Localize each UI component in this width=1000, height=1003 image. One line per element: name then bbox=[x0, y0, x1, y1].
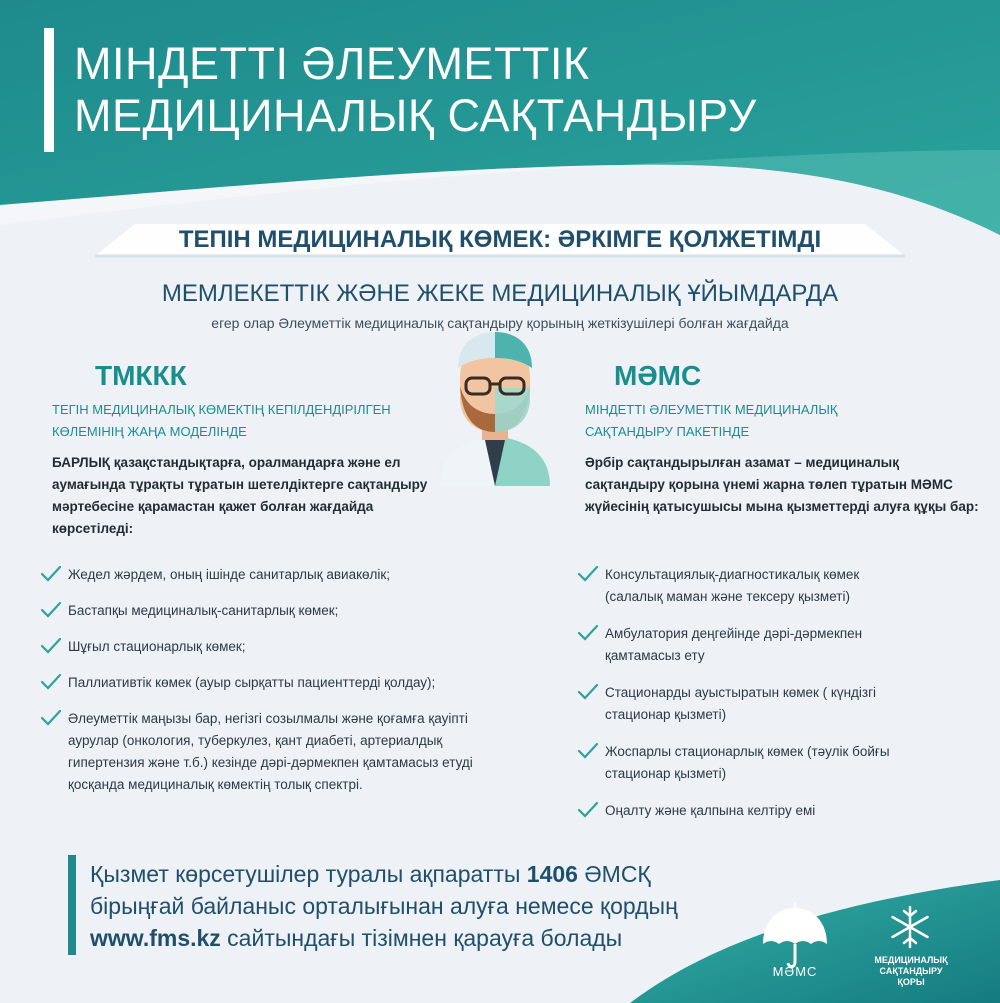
footer-info bbox=[90, 858, 678, 954]
right-subheading-line-1: МІНДЕТТІ ӘЛЕУМЕТТІК МЕДИЦИНАЛЫҚ bbox=[585, 402, 838, 417]
list-item-text: Консультациялық-диагностикалық көмек bbox=[605, 567, 860, 582]
right-subheading bbox=[585, 399, 837, 443]
list-item-text: Жедел жәрдем, оның ішінде санитарлық авиакөлік; bbox=[68, 567, 391, 582]
footer-accent-bar bbox=[68, 855, 76, 955]
fund-logo-line-2: САҚТАНДЫРУ bbox=[879, 966, 943, 976]
footer-text: Қызмет көрсетушілер туралы ақпаратты bbox=[90, 861, 527, 887]
section-subtitle: ТЕПІН МЕДИЦИНАЛЫҚ КӨМЕК: ӘРКІМГЕ ҚОЛЖЕТІМДІ bbox=[178, 226, 822, 253]
list-item bbox=[40, 600, 490, 622]
footer-line-2: бірыңғай байланыс орталығынан алуға немесе қордың bbox=[90, 893, 678, 919]
list-item-text: Бастапқы медициналық-санитарлық көмек; bbox=[68, 603, 339, 618]
page-title-line-2: МЕДИЦИНАЛЫҚ САҚТАНДЫРУ bbox=[74, 90, 757, 141]
right-intro-line-2: сақтандыру қорына үнемі жарна төлеп тұратын МӘМС bbox=[585, 477, 953, 492]
check-icon bbox=[40, 565, 62, 583]
left-heading: ТМККК bbox=[95, 360, 187, 391]
fund-logo-line-3: ҚОРЫ bbox=[897, 977, 925, 987]
footer-text: сайтындағы тізімнен қарауға болады bbox=[220, 925, 623, 951]
right-list bbox=[577, 564, 977, 822]
list-item-text: Стационарды ауыстыратын көмек ( күндізгі bbox=[605, 685, 877, 700]
list-item-text: стационар қызметі) bbox=[605, 766, 727, 781]
mams-logo-label: МӘМС bbox=[772, 964, 818, 979]
list-item-text: Жоспарлы стационарлық көмек (тәулік бойғы bbox=[605, 744, 890, 759]
fund-logo-line-1: МЕДИЦИНАЛЫҚ bbox=[874, 955, 948, 965]
right-subheading-line-2: САҚТАНДЫРУ ПАКЕТІНДЕ bbox=[585, 424, 750, 439]
check-icon bbox=[577, 683, 599, 701]
left-intro bbox=[52, 452, 427, 540]
doctor-illustration bbox=[430, 328, 560, 486]
list-item bbox=[40, 636, 490, 658]
check-icon bbox=[40, 673, 62, 691]
footer-line-1 bbox=[90, 858, 678, 890]
website-link[interactable]: www.fms.kz bbox=[90, 925, 221, 951]
list-item bbox=[577, 800, 977, 822]
list-item bbox=[577, 564, 977, 608]
fund-logo-label bbox=[858, 955, 964, 988]
right-intro-line-3: жүйесінің қатысушысы мына қызметтерді алуға құқы бар: bbox=[585, 499, 979, 514]
list-item-text: қосқанда медициналық көмектің толық спектрі. bbox=[68, 777, 363, 792]
footer-text: ӘМСҚ bbox=[577, 861, 651, 887]
left-list bbox=[40, 564, 490, 796]
page-title-line-1: МІНДЕТТІ ӘЛЕУМЕТТІК bbox=[74, 38, 590, 89]
check-icon bbox=[577, 742, 599, 760]
left-intro-line-4: көрсетіледі: bbox=[52, 521, 134, 536]
check-icon bbox=[40, 637, 62, 655]
list-item-text: гипертензия және т.б.) кезінде дәрі-дәрмекпен қамтамасыз етуді bbox=[68, 755, 473, 770]
list-item-text: Әлеуметтік маңызы бар, негізгі созылмалы және қоғамға қауіпті bbox=[68, 711, 468, 726]
list-item bbox=[40, 564, 490, 586]
list-item-text: Шұғыл стационарлық көмек; bbox=[68, 639, 246, 654]
right-intro bbox=[585, 452, 979, 518]
organizations-note: егер олар Әлеуметтік медициналық сақтандыру қорының жеткізушілері болған жағдайда bbox=[211, 315, 789, 331]
page-title bbox=[74, 38, 757, 142]
list-item bbox=[577, 682, 977, 726]
list-item-text: стационар қызметі) bbox=[605, 707, 727, 722]
footer-line-3 bbox=[90, 922, 678, 954]
snowflake-logo-icon bbox=[880, 902, 940, 952]
left-intro-line-1: БАРЛЫҚ қазақстандықтарға, оралмандарға және ел bbox=[52, 455, 401, 470]
check-icon bbox=[577, 801, 599, 819]
hotline-number: 1406 bbox=[526, 861, 578, 887]
list-item-text: Паллиативтік көмек (ауыр сырқатты пациенттерді қолдау); bbox=[68, 675, 436, 690]
check-icon bbox=[40, 601, 62, 619]
organizations-heading: МЕМЛЕКЕТТІК ЖӘНЕ ЖЕКЕ МЕДИЦИНАЛЫҚ ҰЙЫМДАРДА bbox=[161, 280, 839, 307]
list-item bbox=[40, 672, 490, 694]
check-icon bbox=[577, 565, 599, 583]
check-icon bbox=[40, 709, 62, 727]
list-item-text: қамтамасыз ету bbox=[605, 648, 705, 663]
left-subheading bbox=[52, 399, 391, 443]
list-item bbox=[40, 708, 490, 796]
list-item-text: Оңалту және қалпына келтіру емі bbox=[605, 803, 816, 818]
list-item bbox=[577, 741, 977, 785]
left-intro-line-3: мәртебесіне қарамастан қажет болған жағдайда bbox=[52, 499, 374, 514]
right-heading: МӘМС bbox=[614, 360, 702, 391]
check-icon bbox=[577, 624, 599, 642]
left-subheading-line-2: КӨЛЕМІНІҢ ЖАҢА МОДЕЛІНДЕ bbox=[52, 424, 247, 439]
list-item-text: Амбулатория деңгейінде дәрі-дәрмекпен bbox=[605, 626, 863, 641]
list-item bbox=[577, 623, 977, 667]
right-intro-line-1: Әрбір сақтандырылған азамат – медициналық bbox=[585, 455, 899, 470]
left-intro-line-2: аумағында тұрақты тұратын шетелдіктерге сақтандыру bbox=[52, 477, 428, 492]
title-accent-bar bbox=[44, 28, 54, 152]
left-subheading-line-1: ТЕГІН МЕДИЦИНАЛЫҚ КӨМЕКТІҢ КЕПІЛДЕНДІРІЛГЕН bbox=[52, 402, 391, 417]
list-item-text: (салалық маман және тексеру қызметі) bbox=[605, 589, 850, 604]
list-item-text: аурулар (онкология, туберкулез, қант диабеті, артериалдық bbox=[68, 733, 443, 748]
